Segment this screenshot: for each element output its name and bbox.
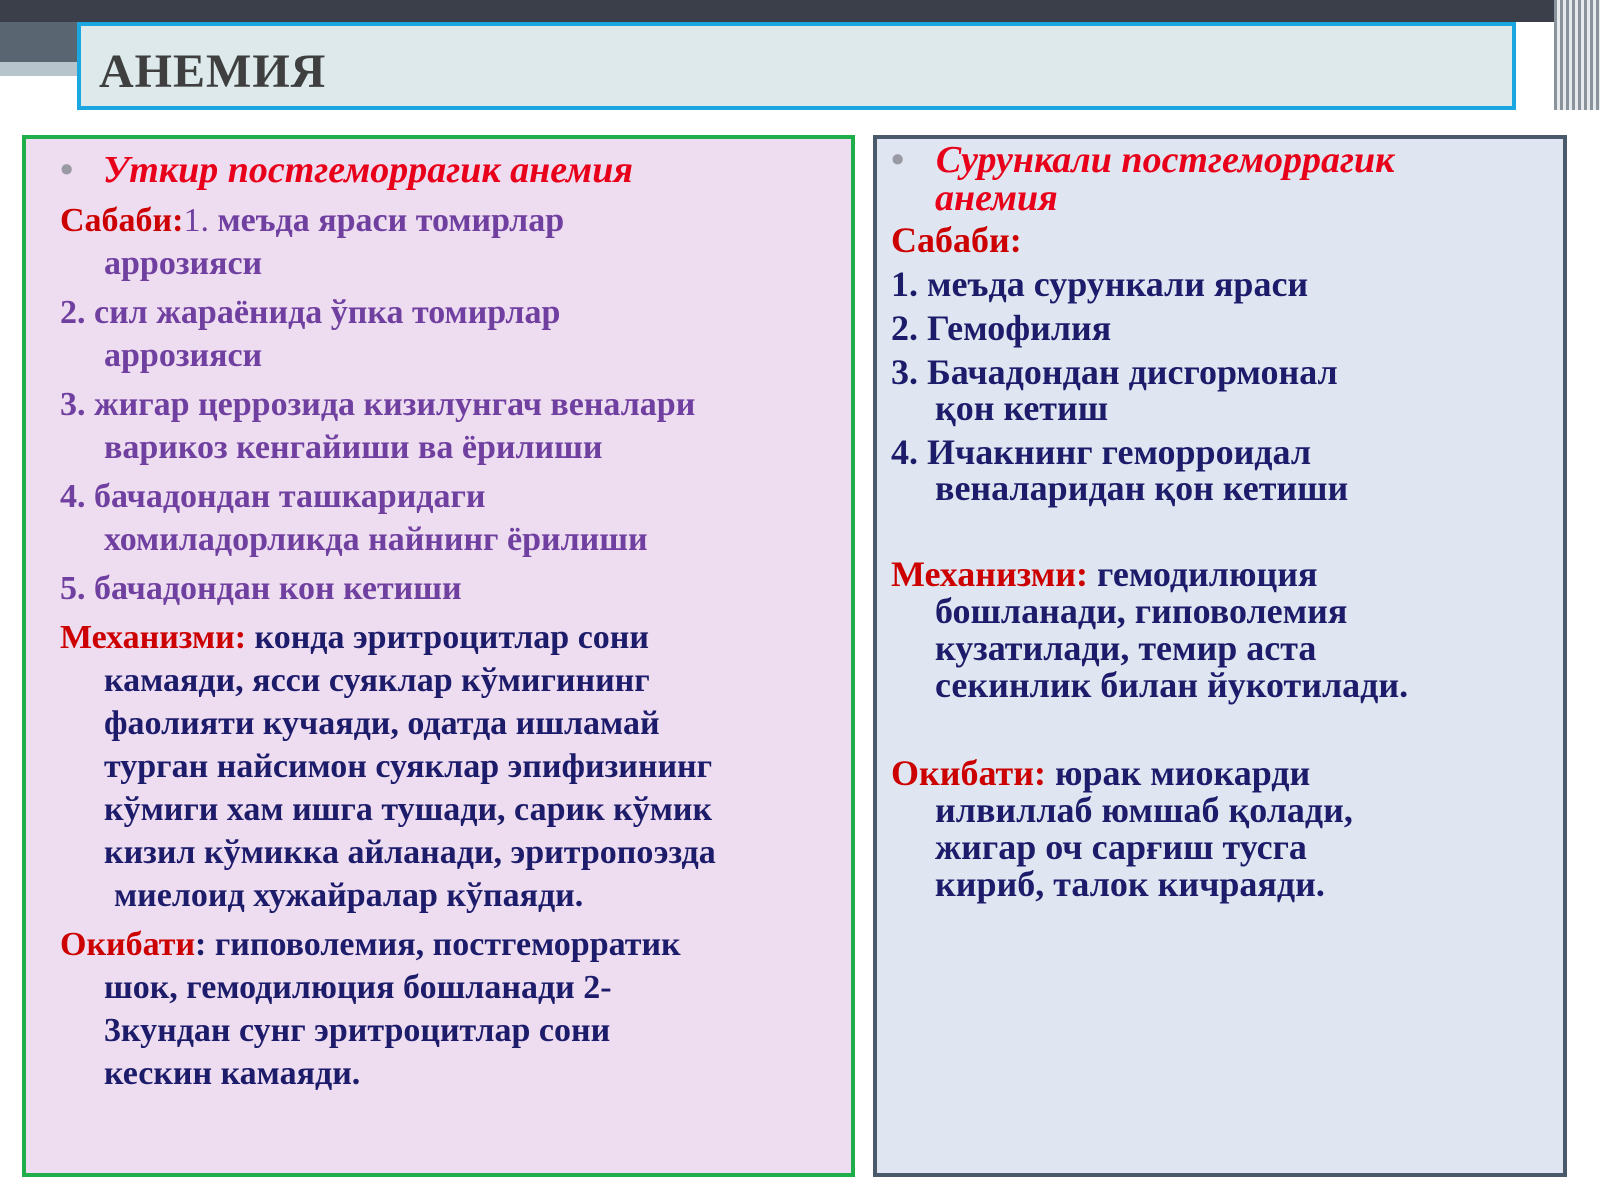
bullet-icon: •	[60, 149, 74, 191]
right-mech-line: бошланади, гиповолемия	[935, 591, 1348, 631]
left-decor-band	[0, 22, 80, 62]
right-heading-text: Сурункали постгеморрагик	[935, 139, 1395, 181]
left-mechanism: Механизми: конда эритроцитлар сони	[60, 619, 649, 656]
left-cause-3: 3. жигар церрозида кизилунгач веналари	[60, 386, 696, 423]
left-mech-line: миелоид хужайралар кўпаяди.	[114, 877, 584, 914]
right-mech-line: кузатилади, темир аста	[935, 628, 1317, 668]
right-decor-stripes	[1554, 0, 1600, 110]
left-okib-line: шок, гемодилюция бошланади 2-	[104, 969, 612, 1006]
left-mech-line: кизил кўмикка айланади, эритропоэзда	[104, 834, 716, 871]
right-mech-line: секинлик билан йукотилади.	[935, 665, 1409, 705]
right-sababi-label: Сабаби:	[891, 220, 1022, 260]
title-box	[77, 22, 1516, 110]
right-okib-line: илвиллаб юмшаб қолади,	[935, 790, 1353, 830]
right-okib-line: жигар оч сарғиш тусга	[935, 827, 1307, 867]
left-cause-2-cont: аррозияси	[104, 337, 263, 374]
left-okib-line: 3кундан сунг эритроцитлар сони	[104, 1012, 611, 1049]
right-mechanism: Механизми: гемодилюция	[891, 554, 1318, 594]
right-okib-label: Окибати:	[891, 753, 1046, 793]
left-heading-text: Уткир постгеморрагик анемия	[102, 149, 633, 191]
acute-anemia-panel	[22, 135, 855, 1177]
left-mech-line: кўмиги хам ишга тушади, сарик кўмик	[104, 791, 713, 828]
right-cause-4-cont: веналаридан қон кетиши	[935, 468, 1349, 508]
left-heading	[60, 149, 633, 192]
right-heading-cont: анемия	[935, 177, 1058, 219]
top-decor-band	[0, 0, 1600, 22]
left-sababi-label: Сабаби:	[60, 202, 184, 239]
right-okib-line: кириб, талок кичраяди.	[935, 864, 1325, 904]
left-mech-line: турган найсимон суяклар эпифизининг	[104, 748, 713, 785]
left-cause-3-cont: варикоз кенгайиши ва ёрилиши	[104, 429, 603, 466]
left-cause-5: 5. бачадондан кон кетиши	[60, 570, 462, 607]
left-okib-line: кескин камаяди.	[104, 1055, 361, 1092]
left-cause-2: 2. сил жараёнида ўпка томирлар	[60, 294, 561, 331]
left-cause-1: Сабаби:1. меъда яраси томирлар	[60, 202, 565, 239]
right-cause-1: 1. меъда сурункали яраси	[891, 264, 1309, 304]
bullet-icon: •	[891, 139, 905, 181]
left-cause-4: 4. бачадондан ташкаридаги	[60, 478, 486, 515]
right-cause-3: 3. Бачадондан дисгормонал	[891, 352, 1338, 392]
left-okib-label: Окибати	[60, 926, 196, 963]
left-consequence: Окибати: гиповолемия, постгеморратик	[60, 926, 681, 963]
right-cause-4: 4. Ичакнинг геморроидал	[891, 432, 1312, 472]
left-decor-band-light	[0, 62, 80, 76]
right-heading	[891, 141, 1394, 179]
right-cause-2: 2. Гемофилия	[891, 308, 1112, 348]
right-consequence: Окибати: юрак миокарди	[891, 753, 1311, 793]
right-cause-3-cont: қон кетиш	[935, 388, 1109, 428]
left-mech-line: фаолияти кучаяди, одатда ишламай	[104, 705, 660, 742]
left-mech-label: Механизми:	[60, 619, 247, 656]
chronic-anemia-panel	[873, 135, 1567, 1177]
slide-title: АНЕМИЯ	[99, 45, 327, 98]
right-mech-label: Механизми:	[891, 554, 1088, 594]
left-cause-1-cont: аррозияси	[104, 245, 263, 282]
left-mech-line: камаяди, ясси суяклар кўмигининг	[104, 662, 650, 699]
left-cause-4-cont: хомиладорликда найнинг ёрилиши	[104, 521, 648, 558]
